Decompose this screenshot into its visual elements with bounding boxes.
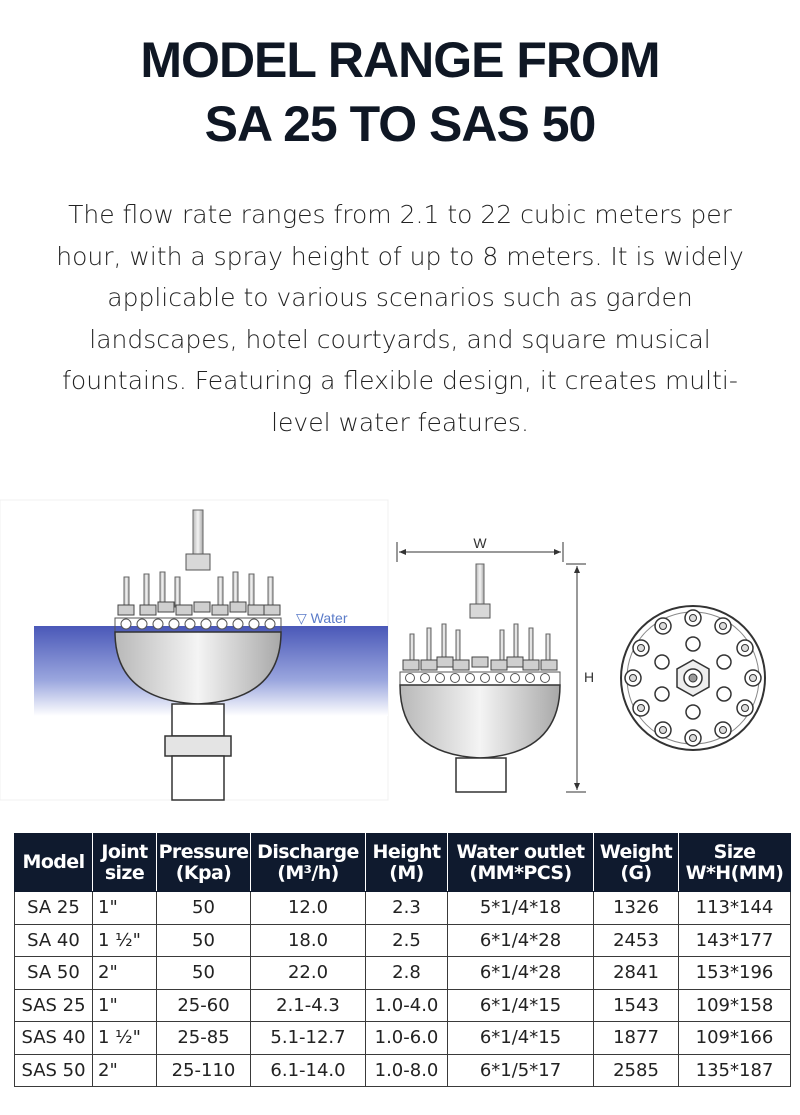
header-weight: Weight (G): [594, 834, 679, 892]
cell-joint-size: 1": [93, 892, 157, 925]
product-description: The flow rate ranges from 2.1 to 22 cubic meters per hour, with a spray height of up to 8 meters. It is widely applicable to various scenarios such as garden landscapes, hotel courtyards, and square musical fountains. Featuring a flexible design, it creates multi-level water features.: [56, 200, 744, 437]
top-view: [621, 606, 765, 750]
header-height: Height (M): [366, 834, 448, 892]
cell-discharge: 5.1-12.7: [251, 1022, 366, 1055]
cell-model: SA 25: [15, 892, 93, 925]
fountain-nozzle-illustration: [0, 492, 800, 812]
product-diagram: [0, 492, 800, 812]
cell-height: 2.3: [366, 892, 448, 925]
cell-pressure: 25-85: [157, 1022, 251, 1055]
cell-weight: 1877: [594, 1022, 679, 1055]
cell-discharge: 22.0: [251, 957, 366, 990]
header-joint-size: Joint size: [93, 834, 157, 892]
header-water-outlet: Water outlet (MM*PCS): [448, 834, 594, 892]
cell-joint-size: 1 ½": [93, 924, 157, 957]
cell-height: 2.5: [366, 924, 448, 957]
cell-height: 1.0-4.0: [366, 989, 448, 1022]
table-row: [15, 989, 791, 1022]
cell-model: SAS 40: [15, 1022, 93, 1055]
cell-discharge: 6.1-14.0: [251, 1054, 366, 1087]
specification-table: [14, 833, 791, 1087]
cell-pressure: 25-110: [157, 1054, 251, 1087]
cell-model: SA 40: [15, 924, 93, 957]
cell-weight: 2453: [594, 924, 679, 957]
cell-size: 109*166: [679, 1022, 791, 1055]
cell-joint-size: 1": [93, 989, 157, 1022]
cell-size: 143*177: [679, 924, 791, 957]
header-pressure: Pressure (Kpa): [157, 834, 251, 892]
cell-model: SAS 50: [15, 1054, 93, 1087]
cell-weight: 2585: [594, 1054, 679, 1087]
width-dimension-label: W: [473, 535, 487, 551]
cell-size: 109*158: [679, 989, 791, 1022]
cell-weight: 1326: [594, 892, 679, 925]
cell-discharge: 2.1-4.3: [251, 989, 366, 1022]
table-row: [15, 1054, 791, 1087]
cell-weight: 2841: [594, 957, 679, 990]
cell-model: SA 50: [15, 957, 93, 990]
title-line-2: SA 25 TO SAS 50: [204, 96, 596, 152]
table-header-row: [15, 834, 791, 892]
cell-pressure: 25-60: [157, 989, 251, 1022]
cell-water-outlet: 6*1/4*28: [448, 957, 594, 990]
cell-size: 135*187: [679, 1054, 791, 1087]
header-size: Size W*H(MM): [679, 834, 791, 892]
cell-model: SAS 25: [15, 989, 93, 1022]
cell-pressure: 50: [157, 924, 251, 957]
cell-discharge: 12.0: [251, 892, 366, 925]
height-dimension-label: H: [584, 669, 595, 685]
table-row: [15, 1022, 791, 1055]
cell-size: 113*144: [679, 892, 791, 925]
cell-joint-size: 1 ½": [93, 1022, 157, 1055]
title-line-1: MODEL RANGE FROM: [140, 32, 660, 88]
page-title: [0, 28, 800, 156]
cell-pressure: 50: [157, 892, 251, 925]
table-row: [15, 957, 791, 990]
header-discharge: Discharge (M³/h): [251, 834, 366, 892]
dimension-view: [397, 535, 594, 792]
cell-discharge: 18.0: [251, 924, 366, 957]
cell-water-outlet: 5*1/4*18: [448, 892, 594, 925]
water-level-label: ▽ Water: [296, 610, 348, 626]
cell-size: 153*196: [679, 957, 791, 990]
cell-height: 1.0-8.0: [366, 1054, 448, 1087]
cell-height: 1.0-6.0: [366, 1022, 448, 1055]
table-row: [15, 892, 791, 925]
cell-height: 2.8: [366, 957, 448, 990]
cell-water-outlet: 6*1/4*15: [448, 1022, 594, 1055]
cell-water-outlet: 6*1/4*15: [448, 989, 594, 1022]
cell-weight: 1543: [594, 989, 679, 1022]
cell-joint-size: 2": [93, 1054, 157, 1087]
cell-water-outlet: 6*1/5*17: [448, 1054, 594, 1087]
table-row: [15, 924, 791, 957]
cell-water-outlet: 6*1/4*28: [448, 924, 594, 957]
cell-joint-size: 2": [93, 957, 157, 990]
installed-view: [0, 500, 388, 800]
cell-pressure: 50: [157, 957, 251, 990]
header-model: Model: [15, 834, 93, 892]
